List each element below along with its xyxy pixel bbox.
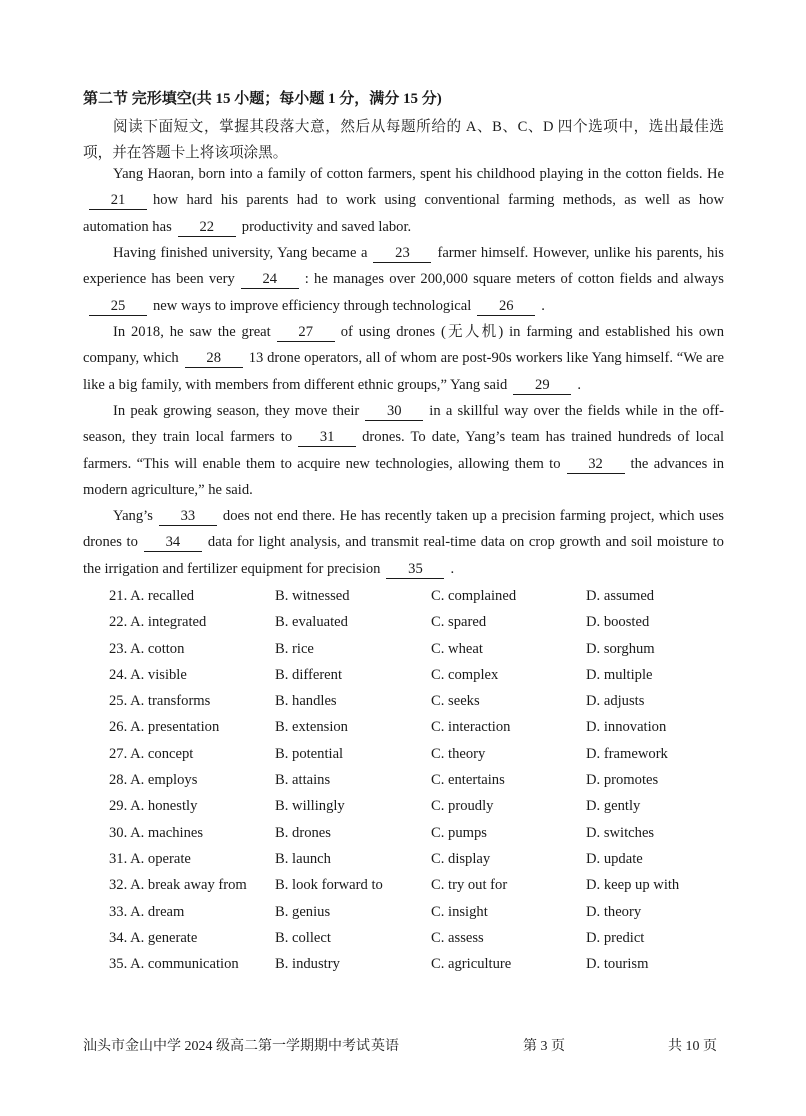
blank-25: 25 (89, 297, 147, 316)
passage-text: the advances in modern agriculture,” he said. (83, 455, 724, 499)
option-c: C. theory (431, 745, 486, 762)
option-d: D. adjusts (586, 693, 645, 710)
blank-28: 28 (185, 349, 243, 368)
passage-text: of using drones (无人机) in farming and established his own company, which (83, 324, 725, 367)
passage-text: Yang Haoran, born into a family of cotton farmers, spent his childhood playing in the cotton fields. He (113, 166, 724, 182)
blank-22: 22 (178, 218, 236, 237)
passage-text: does not end there. He has recently taken up a precision farming project, which uses drones to (83, 508, 724, 551)
option-row-23 (109, 636, 729, 662)
passage-text: drones. To date, Yang’s team has trained hundreds of local farmers. “This will enable them to acquire new technologies, allowing them to (83, 429, 724, 472)
option-row-33 (109, 899, 729, 925)
option-a: 27. A. concept (109, 745, 194, 762)
blank-31: 31 (298, 428, 356, 447)
option-c: C. insight (431, 903, 488, 920)
option-a: 25. A. transforms (109, 693, 211, 710)
option-d: D. assumed (586, 588, 655, 604)
blank-34: 34 (144, 533, 202, 552)
footer-subject: 英语 (371, 1039, 399, 1054)
blank-35: 35 (386, 560, 444, 579)
option-d: D. sorghum (586, 640, 655, 657)
option-c: C. spared (431, 614, 487, 631)
option-c: C. entertains (431, 772, 505, 789)
footer-exam-name: 汕头市金山中学 2024 级高二第一学期期中考试 (83, 1039, 370, 1054)
option-row-24 (109, 662, 729, 688)
option-d: D. boosted (586, 614, 650, 631)
option-b: B. genius (275, 903, 331, 920)
option-d: D. tourism (586, 956, 649, 973)
option-d: D. gently (586, 798, 641, 815)
option-d: D. multiple (586, 666, 653, 683)
option-b: B. witnessed (275, 588, 350, 604)
option-b: B. look forward to (275, 877, 383, 894)
option-b: B. different (275, 666, 343, 683)
option-d: D. predict (586, 929, 645, 946)
option-b: B. rice (275, 640, 314, 657)
paragraph-4 (83, 398, 724, 504)
option-row-25 (109, 688, 729, 714)
blank-21: 21 (89, 191, 147, 210)
option-a: 34. A. generate (109, 929, 198, 946)
option-row-34 (109, 925, 729, 951)
blank-32: 32 (567, 455, 625, 474)
option-a: 23. A. cotton (109, 640, 185, 657)
blank-30: 30 (365, 402, 423, 421)
option-c: C. wheat (431, 640, 483, 657)
option-row-31 (109, 846, 729, 872)
passage-text: : he manages over 200,000 square meters of cotton fields and always (304, 271, 724, 288)
option-row-21 (109, 583, 729, 609)
blank-33: 33 (159, 507, 217, 526)
option-c: C. display (431, 850, 491, 867)
blank-26: 26 (477, 297, 535, 316)
paragraph-5 (83, 503, 724, 582)
option-d: D. innovation (586, 719, 667, 736)
option-d: D. theory (586, 903, 642, 920)
section-title: 第二节 完形填空(共 15 小题；每小题 1 分，满分 15 分) (83, 91, 442, 107)
option-c: C. try out for (431, 877, 508, 894)
option-a: 31. A. operate (109, 850, 191, 867)
option-b: B. attains (275, 772, 331, 789)
blank-27: 27 (277, 323, 335, 342)
passage-text: farmer himself. However, unlike his parents, his experience has been very (83, 245, 724, 288)
passage-text: . (450, 560, 455, 577)
passage-text: In peak growing season, they move their (113, 403, 360, 419)
option-a: 21. A. recalled (109, 588, 195, 604)
option-c: C. proudly (431, 798, 494, 815)
option-a: 24. A. visible (109, 666, 187, 683)
blank-29: 29 (513, 376, 571, 395)
answer-options (109, 583, 729, 977)
option-b: B. drones (275, 824, 331, 841)
option-d: D. update (586, 850, 643, 867)
blank-24: 24 (241, 270, 299, 289)
option-c: C. complex (431, 666, 499, 683)
option-row-26 (109, 714, 729, 740)
option-row-29 (109, 793, 729, 819)
passage-text: 13 drone operators, all of whom are post-90s workers like Yang himself. “We are like a big family, with members from different ethnic groups,” Yang said (83, 350, 724, 393)
option-b: B. collect (275, 929, 331, 946)
passage-text: data for light analysis, and transmit real-time data on crop growth and soil moisture to the irrigation and fertilizer equipment for precision (83, 534, 724, 577)
option-row-35 (109, 951, 729, 977)
option-a: 35. A. communication (109, 956, 239, 973)
option-row-28 (109, 767, 729, 793)
footer-page-number: 第 3 页 (523, 1039, 565, 1054)
option-d: D. promotes (586, 772, 659, 789)
option-c: C. seeks (431, 693, 480, 710)
option-row-30 (109, 820, 729, 846)
option-a: 32. A. break away from (109, 877, 247, 894)
option-b: B. potential (275, 745, 344, 762)
option-a: 30. A. machines (109, 824, 204, 841)
option-c: C. complained (431, 588, 517, 604)
option-a: 22. A. integrated (109, 614, 207, 631)
paragraph-3 (83, 319, 724, 398)
option-b: B. extension (275, 719, 348, 736)
page-footer (83, 1036, 715, 1058)
paragraph-1 (83, 161, 724, 240)
footer-total-pages: 共 10 页 (668, 1039, 717, 1054)
option-b: B. willingly (275, 798, 345, 815)
option-d: D. framework (586, 745, 668, 762)
option-b: B. handles (275, 693, 337, 710)
option-b: B. evaluated (275, 614, 348, 631)
paragraph-2 (83, 240, 724, 319)
option-a: 29. A. honestly (109, 798, 198, 815)
option-c: C. assess (431, 929, 484, 946)
passage-text: Yang’s (113, 508, 153, 524)
instructions: 阅读下面短文，掌握其段落大意，然后从每题所给的 A、B、C、D 四个选项中，选出最佳选项，并在答题卡上将该项涂黑。 (83, 119, 724, 162)
passage-text: Having finished university, Yang became a (113, 245, 368, 261)
blank-23: 23 (373, 244, 431, 263)
passage-text: in a skillful way over the fields while in the off-season, they train local farmers to (83, 403, 724, 446)
option-c: C. pumps (431, 824, 487, 841)
passage-text: . (577, 376, 581, 393)
option-b: B. launch (275, 850, 331, 867)
passage-text: how hard his parents had to work using conventional farming methods, as well as how automation has (83, 192, 724, 235)
option-a: 33. A. dream (109, 903, 185, 920)
option-c: C. agriculture (431, 956, 512, 973)
option-d: D. switches (586, 824, 655, 841)
passage-text: . (541, 297, 545, 314)
option-a: 28. A. employs (109, 772, 198, 789)
option-b: B. industry (275, 956, 340, 973)
option-a: 26. A. presentation (109, 719, 220, 736)
passage-text: new ways to improve efficiency through technological (153, 297, 472, 314)
option-d: D. keep up with (586, 877, 680, 894)
option-row-22 (109, 609, 729, 635)
passage-text: productivity and saved labor. (241, 218, 412, 235)
option-row-27 (109, 741, 729, 767)
option-c: C. interaction (431, 719, 511, 736)
option-row-32 (109, 872, 729, 898)
passage-text: In 2018, he saw the great (113, 324, 271, 340)
